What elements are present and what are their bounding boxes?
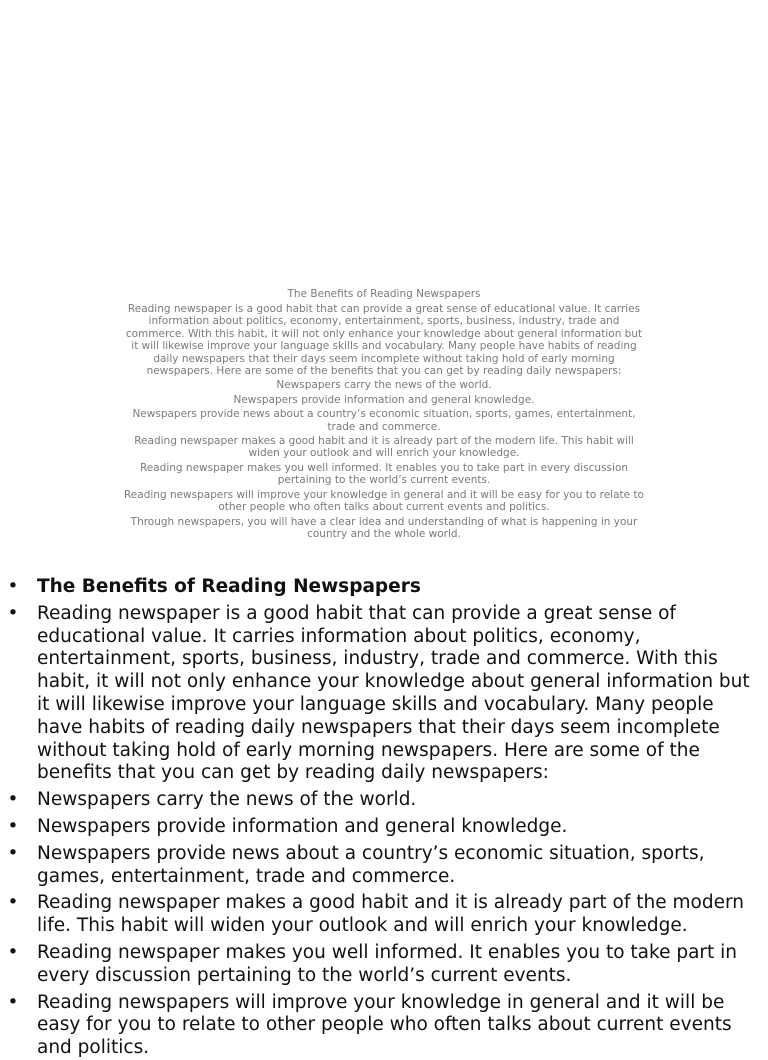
bullet-icon: • [7, 991, 19, 1013]
notes-section [0, 576, 768, 1059]
bullet-icon: • [7, 602, 19, 624]
bullet-icon: • [7, 576, 19, 597]
notes-item [0, 892, 768, 938]
notes-item [0, 843, 768, 889]
notes-item [0, 992, 768, 1060]
notes-item [0, 603, 768, 785]
slide-paragraph: Newspapers provide news about a country’s economic situation, sports, games, entertainment, trade and commerce. [132, 408, 636, 433]
slide-paragraph: Reading newspapers will improve your knowledge in general and it will be easy for you to relate to other people who often talks about current events and politics. [123, 488, 644, 514]
notes-item-text: Newspapers carry the news of the world. [37, 789, 417, 811]
slide-paragraph: Newspapers provide information and general knowledge. [233, 393, 535, 406]
notes-list [0, 576, 768, 1060]
slide-paragraph: Reading newspaper makes you well informed. It enables you to take part in every discussion pertaining to the world’s current events. [139, 461, 629, 487]
slide-paragraph: Through newspapers, you will have a clear idea and understanding of what is happening in your country and the whole world. [130, 515, 638, 540]
notes-item-text: Reading newspaper is a good habit that can provide a great sense of educational value. It carries information about politics, economy, entertainment, sports, business, industry, trade and commerce. With this habit, it will not only enhance your knowledge about general information but it will likewise improve your language skills and vocabulary. Many people have habits of reading daily newspapers that their days seem incomplete without taking hold of early morning newspapers. Here are some of the benefits that you can get by reading daily newspapers: [37, 602, 750, 784]
notes-item-text: Newspapers provide news about a country’s economic situation, sports, games, entertainment, trade and commerce. [37, 842, 705, 887]
slide-title: The Benefits of Reading Newspapers [287, 288, 481, 300]
notes-item-text: Reading newspapers will improve your knowledge in general and it will be easy for you to relate to other people who often talks about current events and politics. [37, 991, 732, 1059]
slide-paragraph: Reading newspaper makes a good habit and it is already part of the modern life. This habit will widen your outlook and will enrich your knowledge. [134, 435, 634, 460]
bullet-icon: • [7, 892, 19, 914]
slide-paragraph: Reading newspaper is a good habit that can provide a great sense of educational value. It carries information about politics, economy, entertainment, sports, business, industry, trade and commerce. With this habit, it will not only enhance your knowledge about general information but it will likewise improve your language skills and vocabulary. Many people have habits of reading daily newspapers that their days seem incomplete without taking hold of early morning newspapers. Here are some of the benefits that you can get by reading daily newspapers: [125, 303, 643, 378]
bullet-icon: • [7, 842, 19, 864]
notes-item-text: Reading newspaper makes you well informed. It enables you to take part in every discussion pertaining to the world’s current events. [37, 941, 738, 986]
notes-item [0, 816, 768, 839]
notes-item-text: The Benefits of Reading Newspapers [37, 576, 421, 597]
slide-paragraph: Newspapers carry the news of the world. [276, 379, 492, 392]
bullet-icon: • [7, 941, 19, 963]
notes-item-text: Newspapers provide information and general knowledge. [37, 815, 568, 837]
slide-thumbnail [118, 288, 650, 578]
notes-item [0, 942, 768, 988]
notes-item [0, 789, 768, 812]
bullet-icon: • [7, 815, 19, 837]
notes-item-text: Reading newspaper makes a good habit and it is already part of the modern life. This habit will widen your outlook and will enrich your knowledge. [37, 892, 744, 937]
bullet-icon: • [7, 789, 19, 811]
notes-item-title [0, 576, 768, 599]
